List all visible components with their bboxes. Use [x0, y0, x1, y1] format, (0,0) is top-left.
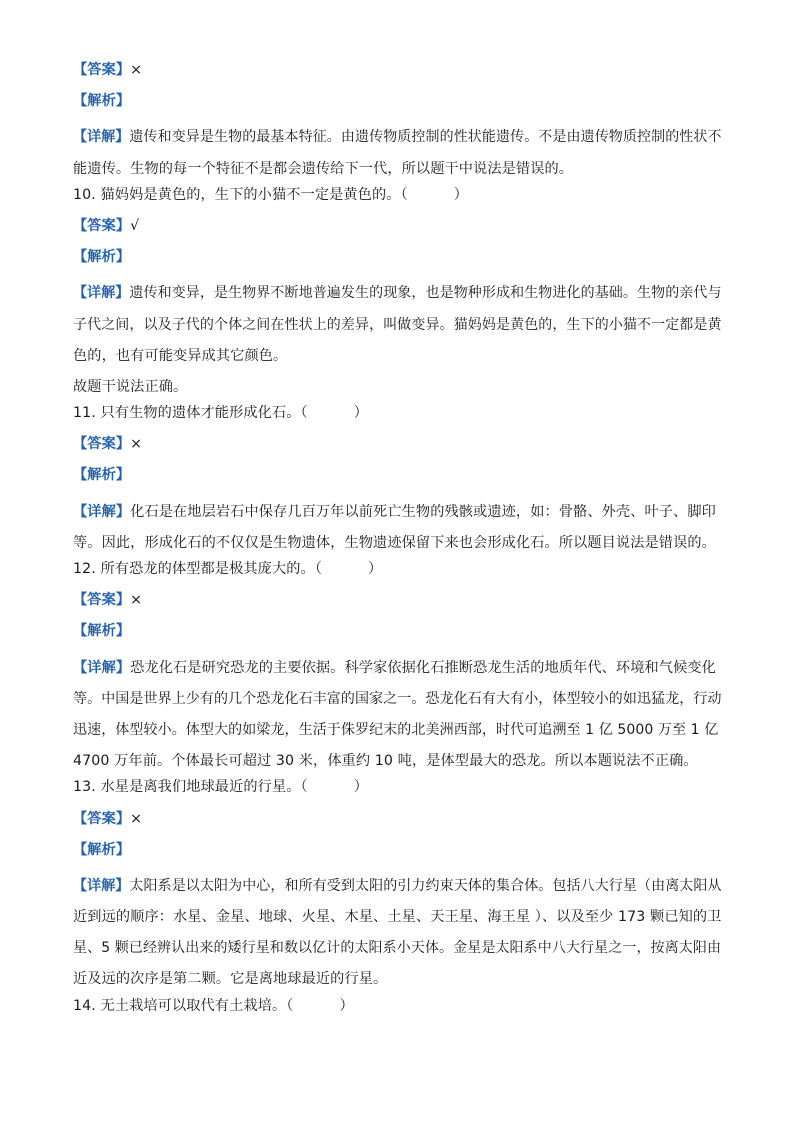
answer-label: 【答案】 — [73, 62, 131, 78]
question-line — [73, 559, 723, 580]
detail-label: 【详解】 — [73, 659, 131, 676]
detail-text: 化石是在地层岩石中保存几百万年以前死亡生物的残骸或遗迹，如：骨骼、外壳、叶子、脚印 — [130, 503, 716, 520]
answer-value: × — [130, 436, 143, 453]
question-number: 12. — [73, 561, 96, 577]
analysis-label: 【解析】 — [73, 467, 131, 484]
detail-paragraph — [73, 497, 723, 559]
question-line — [73, 403, 723, 424]
question-close: ） — [353, 405, 369, 422]
detail-line — [73, 372, 723, 403]
question-text: 无土栽培可以取代有土栽培。（ — [100, 997, 294, 1014]
detail-text: 等。因此，形成化石的不仅仅是生物遗体，生物遗迹保留下来也会形成化石。所以题目说法是错误的。 — [73, 534, 716, 551]
detail-line — [73, 341, 723, 372]
question-close: ） — [368, 561, 383, 577]
detail-text: 色的，也有可能变异成其它颜色。 — [73, 347, 288, 364]
answer-value: × — [130, 62, 143, 78]
detail-text: 等。中国是世界上少有的几个恐龙化石丰富的国家之一。恐龙化石有大有小，体型较小的如迅猛龙，行动 — [73, 690, 722, 707]
detail-text: 遗传和变异是生物的最基本特征。由遗传物质控制的性状能遗传。不是由遗传物质控制的性状不 — [129, 129, 722, 146]
question-number: 13. — [73, 779, 96, 796]
detail-paragraph — [73, 278, 723, 403]
question-number: 10. — [73, 186, 96, 203]
detail-text: 迅速，体型较小。体型大的如梁龙，生活于侏罗纪末的北美洲西部，时代可追溯至 1 亿 5000 万至 1 亿 — [73, 721, 719, 738]
detail-text: 能遗传。生物的每一个特征不是都会遗传给下一代，所以题干中说法是错误的。 — [73, 160, 574, 177]
answer-line — [73, 60, 723, 81]
detail-text: 近到远的顺序：水星、金星、地球、火星、木星、土星、天王星、海王星 ）、以及至少 173 颗已知的卫 — [73, 909, 722, 926]
detail-line — [73, 902, 723, 933]
answer-label: 【答案】 — [73, 217, 131, 234]
analysis-line — [73, 465, 723, 486]
question-line — [73, 996, 723, 1017]
question-close: ） — [339, 997, 354, 1014]
question-number: 14. — [73, 997, 96, 1014]
detail-line — [73, 122, 723, 153]
detail-text: 恐龙化石是研究恐龙的主要依据。科学家依据化石推断恐龙生活的地质年代、环境和气候变化 — [130, 659, 716, 676]
question-text: 只有生物的遗体才能形成化石。（ — [100, 405, 308, 422]
detail-paragraph — [73, 122, 723, 184]
detail-label: 【详解】 — [73, 503, 131, 520]
detail-text: 遗传和变异，是生物界不断地普遍发生的现象，也是物种形成和生物进化的基础。生物的亲代与 — [129, 285, 722, 302]
analysis-line — [73, 621, 723, 642]
document-page — [73, 60, 723, 1027]
detail-text: 4700 万年前。个体最长可超过 30 米，体重约 10 吨，是体型最大的恐龙。所以本题说法不正确。 — [73, 753, 698, 770]
question-text: 所有恐龙的体型都是极其庞大的。（ — [100, 561, 323, 577]
detail-line — [73, 653, 723, 684]
question-text: 猫妈妈是黄色的，生下的小猫不一定是黄色的。（ — [100, 186, 408, 203]
answer-value: × — [130, 810, 143, 827]
answer-line — [73, 216, 723, 237]
detail-text: 故题干说法正确。 — [73, 378, 188, 395]
detail-line — [73, 964, 723, 995]
answer-value: × — [130, 592, 143, 609]
detail-line — [73, 154, 723, 185]
analysis-line — [73, 247, 723, 268]
analysis-line — [73, 91, 723, 112]
question-close: ） — [453, 186, 469, 203]
answer-label: 【答案】 — [73, 810, 131, 827]
analysis-label: 【解析】 — [73, 93, 131, 110]
detail-text: 近及远的次序是第二颗。它是离地球最近的行星。 — [73, 971, 388, 988]
answer-label: 【答案】 — [73, 592, 131, 609]
question-number: 11. — [73, 405, 96, 422]
analysis-label: 【解析】 — [73, 249, 131, 266]
detail-line — [73, 746, 723, 777]
detail-line — [73, 933, 723, 964]
detail-line — [73, 310, 723, 341]
detail-line — [73, 278, 723, 309]
answer-label: 【答案】 — [73, 436, 131, 453]
detail-line — [73, 684, 723, 715]
analysis-label: 【解析】 — [73, 841, 131, 858]
detail-line — [73, 871, 723, 902]
analysis-line — [73, 840, 723, 861]
answer-line — [73, 590, 723, 611]
detail-paragraph — [73, 653, 723, 778]
answer-line — [73, 434, 723, 455]
detail-line — [73, 715, 723, 746]
detail-text: 星、5 颗已经辨认出来的矮行星和数以亿计的太阳系小天体。金星是太阳系中八大行星之一，按离太阳由 — [73, 940, 722, 957]
detail-text: 太阳系是以太阳为中心，和所有受到太阳的引力约束天体的集合体。包括八大行星（由离太阳从 — [129, 877, 722, 894]
question-close: ） — [353, 779, 369, 796]
analysis-label: 【解析】 — [73, 623, 131, 640]
question-text: 水星是离我们地球最近的行星。（ — [100, 779, 308, 796]
question-line — [73, 777, 723, 798]
detail-text: 子代之间，以及子代的个体之间在性状上的差异，叫做变异。猫妈妈是黄色的，生下的小猫不一定都是黄 — [73, 316, 722, 333]
detail-paragraph — [73, 871, 723, 996]
detail-label: 【详解】 — [73, 129, 130, 146]
answer-value: √ — [130, 217, 140, 234]
detail-label: 【详解】 — [73, 877, 130, 894]
question-line — [73, 185, 723, 206]
detail-line — [73, 497, 723, 528]
detail-label: 【详解】 — [73, 285, 130, 302]
answer-line — [73, 809, 723, 830]
detail-line — [73, 528, 723, 559]
